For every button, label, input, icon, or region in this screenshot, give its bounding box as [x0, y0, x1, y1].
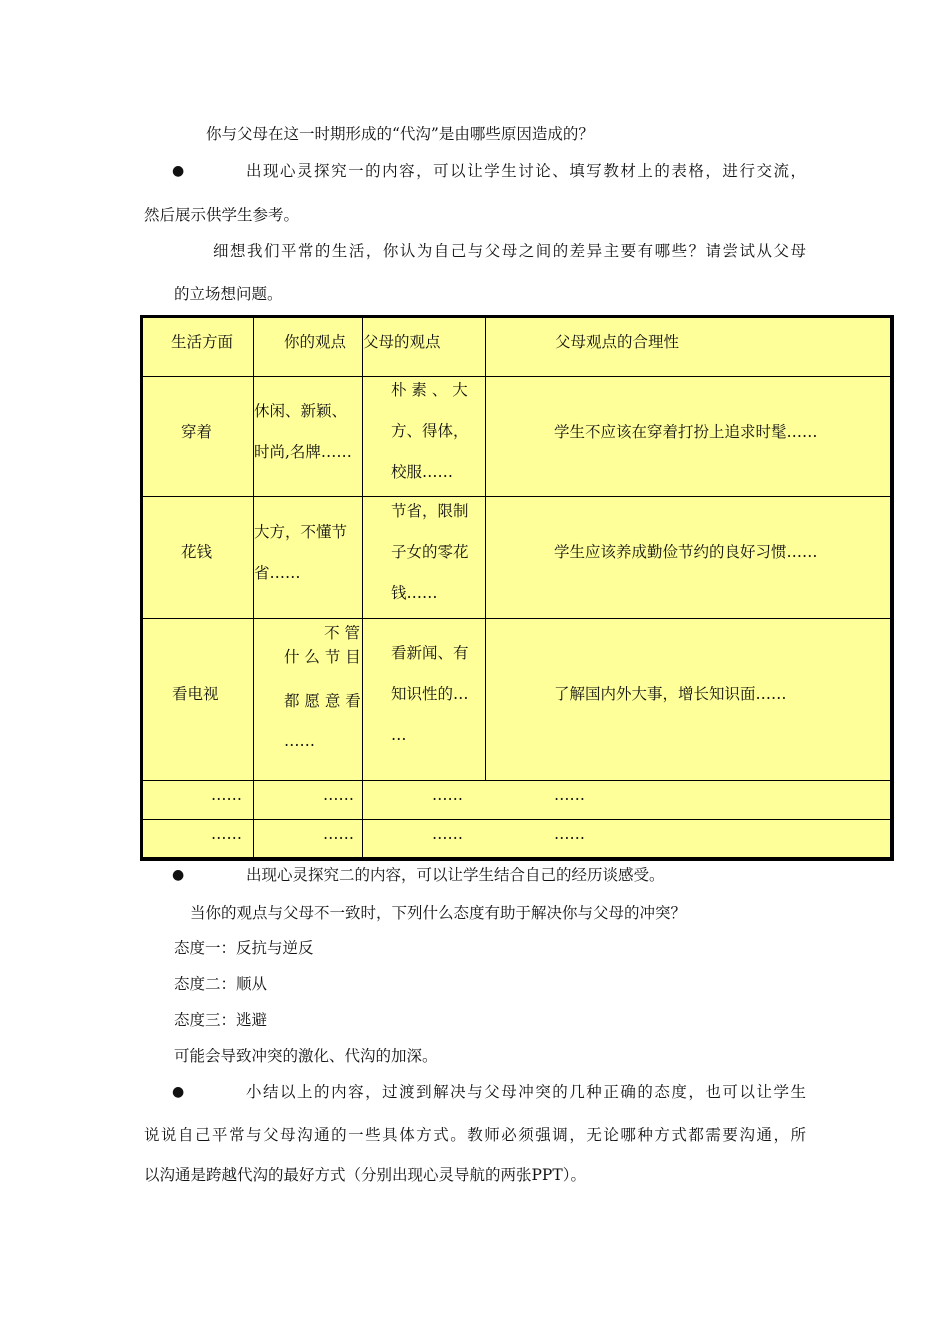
para3-line3: 以沟通是跨越代沟的最好方式（分别出现心灵导航的两张PPT）。	[144, 1166, 586, 1184]
bullet-icon: ●	[172, 867, 185, 883]
table-header: 父母观点的合理性	[555, 333, 680, 351]
table-cell-reason: ……	[554, 786, 585, 804]
prompt-line2: 的立场想问题。	[174, 285, 283, 303]
bullet-icon: ●	[172, 163, 185, 179]
table-cell-reason: 学生不应该在穿着打扮上追求时髦……	[554, 423, 818, 441]
table-cell-mine: 不 管 什 么 节 目 都 愿 意 看 ……	[284, 624, 361, 750]
table-cell-parents: 节省，限制 子女的零花 钱……	[391, 502, 469, 602]
table-cell-parents: 看新闻、有 知识性的… …	[391, 644, 469, 744]
table-cell-mine: ……	[323, 786, 354, 804]
table-header: 生活方面	[171, 333, 234, 351]
table-cell-mine: ……	[323, 825, 354, 843]
bullet-icon: ●	[172, 1084, 185, 1100]
para1-line2: 然后展示供学生参考。	[144, 206, 300, 224]
attitude-item: 态度三：逃避	[174, 1011, 268, 1029]
table-header: 父母的观点	[363, 333, 441, 351]
para3-line1: 小结以上的内容，过渡到解决与父母冲突的几种正确的态度，也可以让学生	[246, 1083, 806, 1101]
para2-line1: 出现心灵探究二的内容，可以让学生结合自己的经历谈感受。	[246, 866, 665, 884]
table-cell-aspect: 穿着	[181, 423, 213, 441]
table-cell-mine: 休闲、新颖、 时尚,名牌……	[254, 402, 352, 461]
para3-line2: 说说自己平常与父母沟通的一些具体方式。教师必须强调，无论哪种方式都需要沟通，所	[144, 1126, 806, 1144]
intro-question: 你与父母在这一时期形成的“代沟”是由哪些原因造成的？	[206, 125, 594, 143]
attitude-item: 态度一：反抗与逆反	[174, 939, 314, 957]
table-cell-aspect: 看电视	[172, 685, 219, 703]
comparison-table	[140, 315, 894, 861]
table-cell-aspect: ……	[211, 825, 242, 843]
table-cell-parents: 朴 素 、 大 方、得体， 校服……	[391, 381, 469, 481]
question2: 当你的观点与父母不一致时，下列什么态度有助于解决你与父母的冲突？	[190, 904, 687, 922]
table-cell-reason: 学生应该养成勤俭节约的良好习惯……	[554, 543, 818, 561]
table-cell-parents: ……	[432, 825, 463, 843]
table-cell-aspect: ……	[211, 786, 242, 804]
table-cell-reason: 了解国内外大事，增长知识面……	[554, 685, 787, 703]
para1-line1: 出现心灵探究一的内容，可以让学生讨论、填写教材上的表格，进行交流，	[246, 162, 806, 180]
table-cell-mine: 大方，不懂节 省……	[254, 523, 348, 582]
consequence: 可能会导致冲突的激化、代沟的加深。	[174, 1047, 438, 1065]
prompt-line1: 细想我们平常的生活，你认为自己与父母之间的差异主要有哪些？请尝试从父母	[213, 242, 806, 260]
table-cell-parents: ……	[432, 786, 463, 804]
table-cell-aspect: 花钱	[181, 543, 213, 561]
table-header: 你的观点	[284, 333, 347, 351]
attitude-item: 态度二：顺从	[174, 975, 268, 993]
table-cell-reason: ……	[554, 825, 585, 843]
